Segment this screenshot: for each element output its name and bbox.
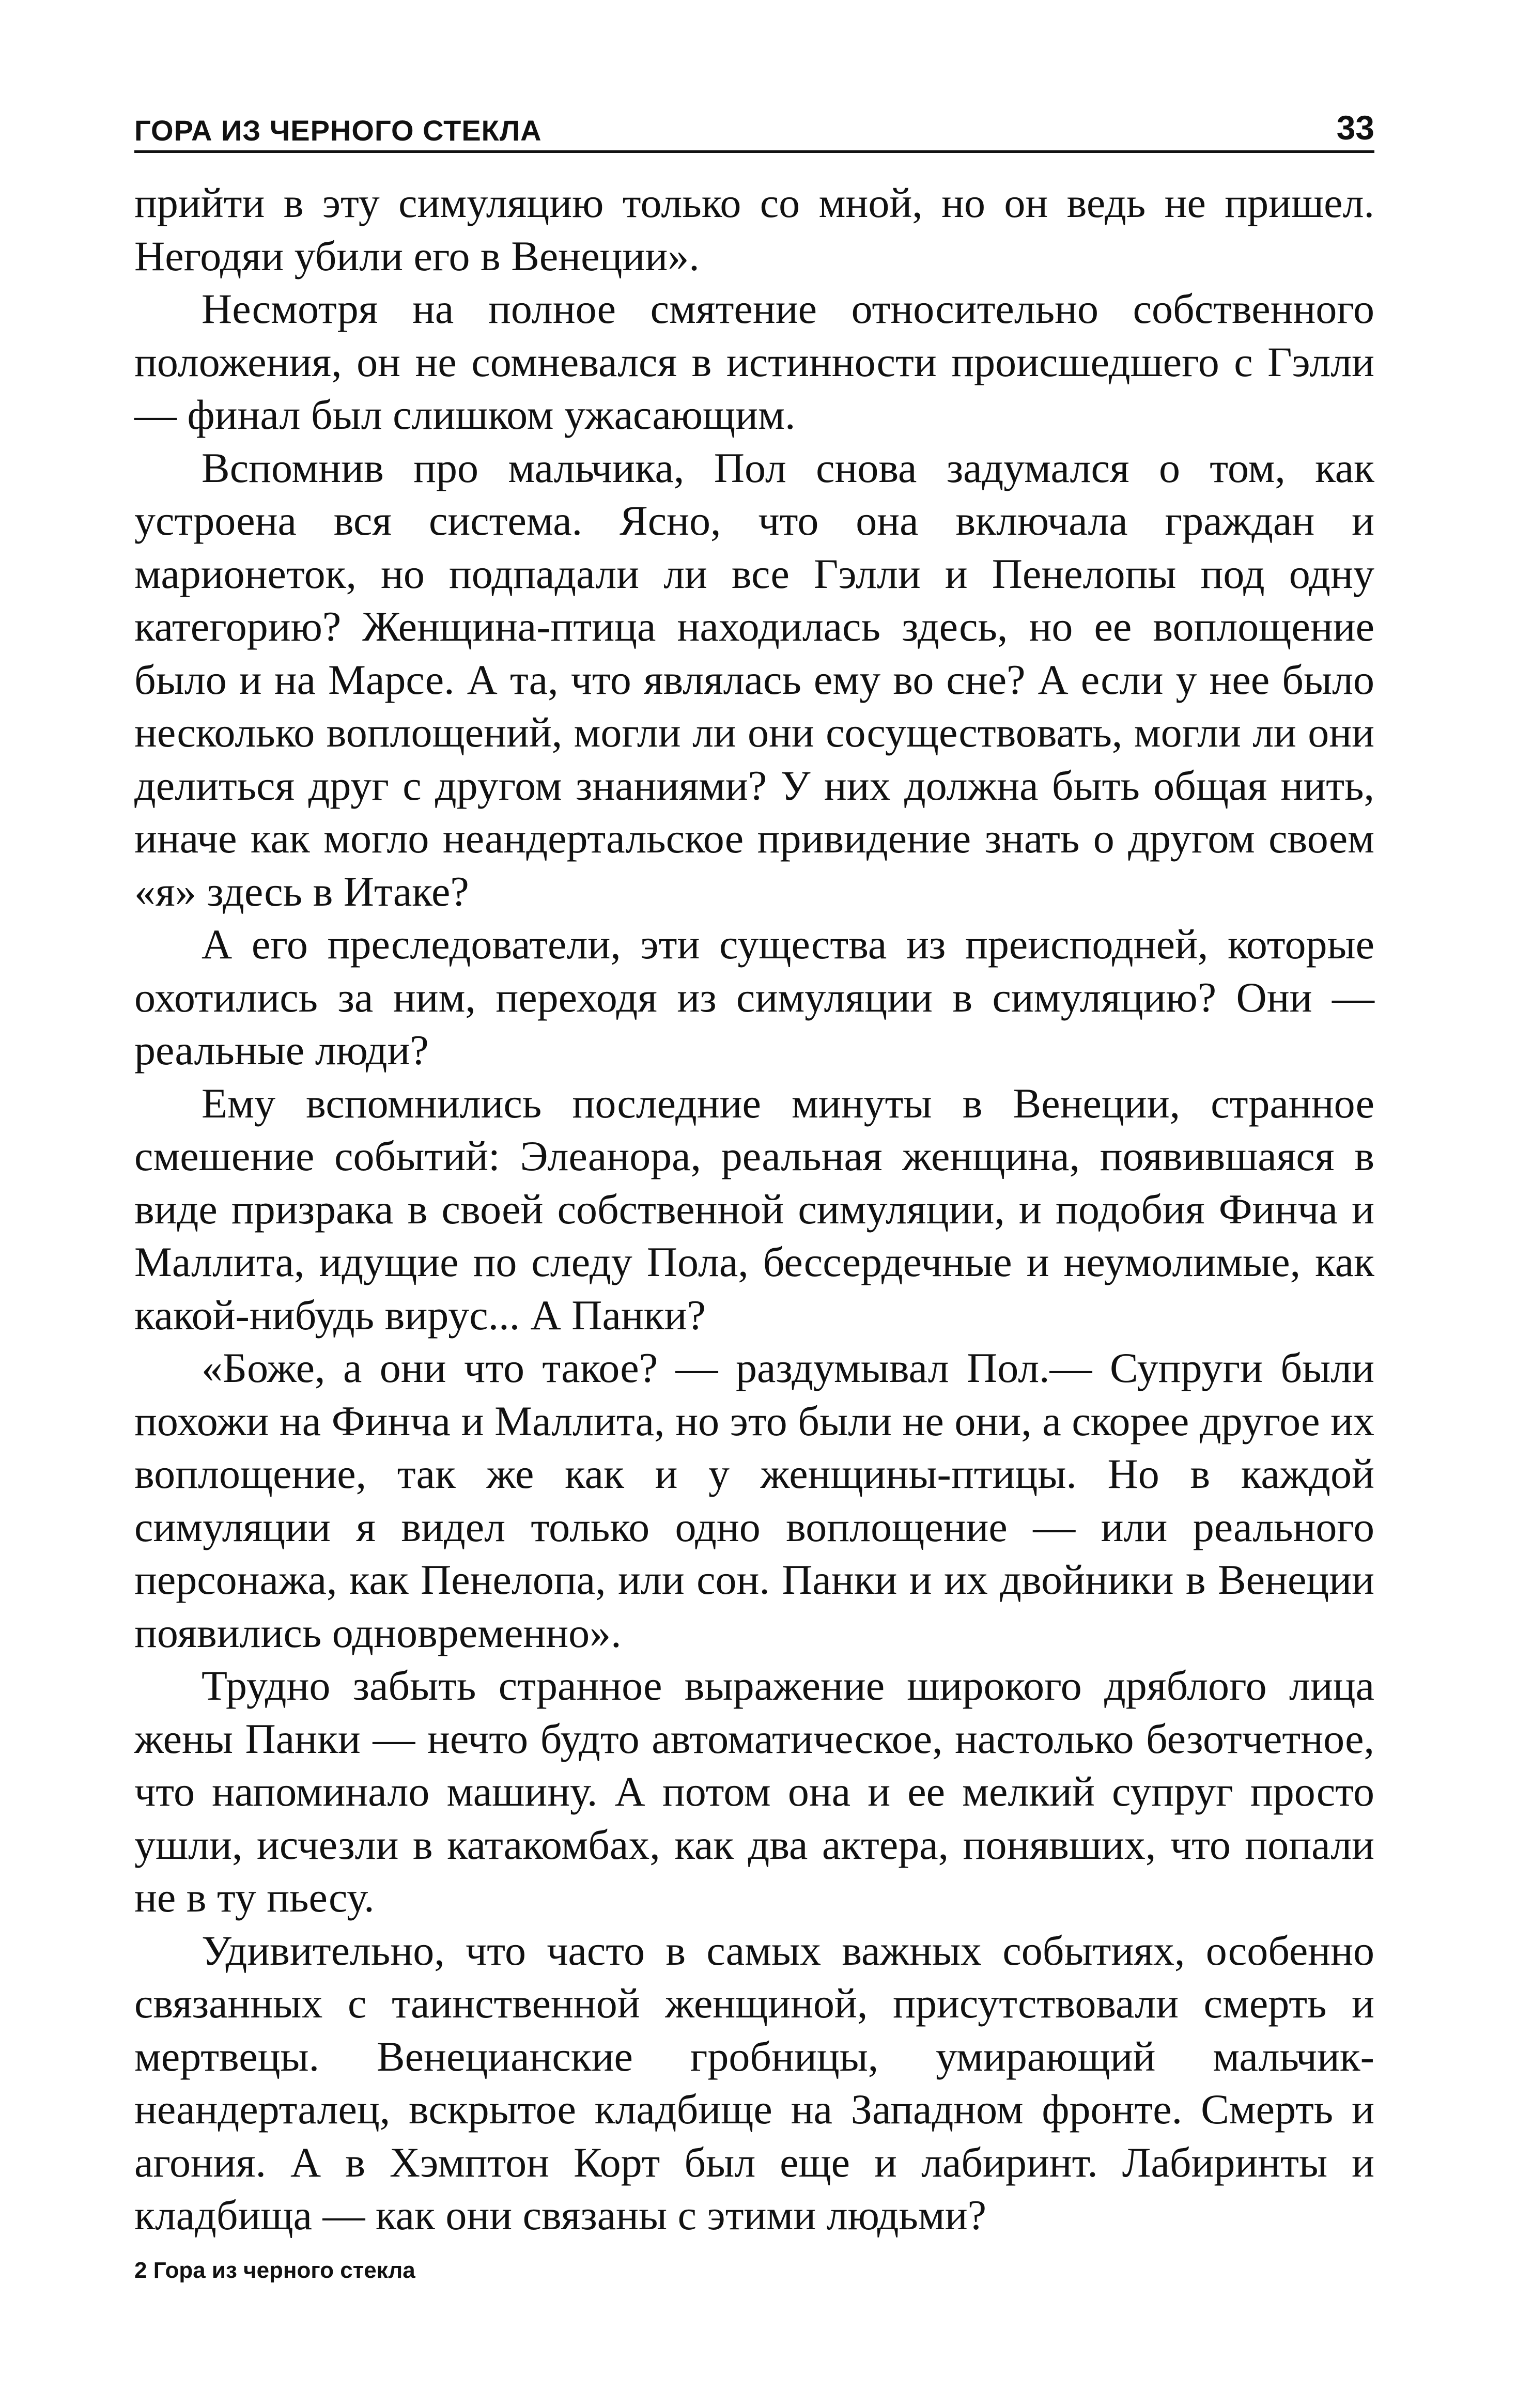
paragraph: Несмотря на полное смятение относительно собственного положения, он не сомневался в истинности происшедшего с Гэлли — финал был слишком ужасающим. — [134, 285, 1374, 438]
paragraph: Удивительно, что часто в самых важных событиях, особенно связанных с таинственной женщиной, присутствовали смерть и мертвецы. Венецианские гробницы, умирающий мальчик-неандерталец, вскрытое кладбище на Западном фронте. Смерть и агония. А в Хэмптон Корт был еще и лабиринт. Лабиринты и кладбища — как они связаны с этими людьми? — [134, 1927, 1374, 2239]
book-page — [134, 103, 1374, 2325]
paragraph: Вспомнив про мальчика, Пол снова задумался о том, как устроена вся система. Ясно, что она включала граждан и марионеток, но подпадали ли все Гэлли и Пенелопы под одну категорию? Женщина-птица находилась здесь, но ее воплощение было и на Марсе. А та, что являлась ему во сне? А если у нее было несколько воплощений, могли ли они сосуществовать, могли ли они делиться друг с другом знаниями? У них должна быть общая нить, иначе как могло неандертальское привидение знать о другом своем «я» здесь в Итаке? — [134, 444, 1374, 915]
running-head — [134, 103, 1374, 153]
body-text — [134, 177, 1374, 2242]
paragraph: Трудно забыть странное выражение широкого дряблого лица жены Панки — нечто будто автоматическое, настолько безотчетное, что напоминало машину. А потом она и ее мелкий супруг просто ушли, исчезли в катакомбах, как два актера, понявших, что попали не в ту пьесу. — [134, 1662, 1374, 1921]
page-number: 33 — [1336, 108, 1374, 147]
paragraph: «Боже, а они что такое? — раздумывал Пол.— Супруги были похожи на Финча и Маллита, но это были не они, а скорее другое их воплощение, так же как и у женщины-птицы. Но в каждой симуляции я видел только одно воплощение — или реального персонажа, как Пенелопа, или сон. Панки и их двойники в Венеции появились одновременно». — [134, 1344, 1374, 1656]
signature-mark: 2 Гора из черного стекла — [134, 2258, 415, 2283]
paragraph: прийти в эту симуляцию только со мной, но он ведь не пришел. Негодяи убили его в Венеции». — [134, 179, 1374, 279]
paragraph: Ему вспомнились последние минуты в Венеции, странное смешение событий: Элеанора, реальная женщина, появившаяся в виде призрака в своей собственной симуляции, и подобия Финча и Маллита, идущие по следу Пола, бессердечные и неумолимые, как какой-нибудь вирус... А Панки? — [134, 1079, 1374, 1339]
paragraph: А его преследователи, эти существа из преисподней, которые охотились за ним, переходя из симуляции в симуляцию? Они — реальные люди? — [134, 921, 1374, 1074]
running-title: ГОРА ИЗ ЧЕРНОГО СТЕКЛА — [134, 114, 542, 147]
